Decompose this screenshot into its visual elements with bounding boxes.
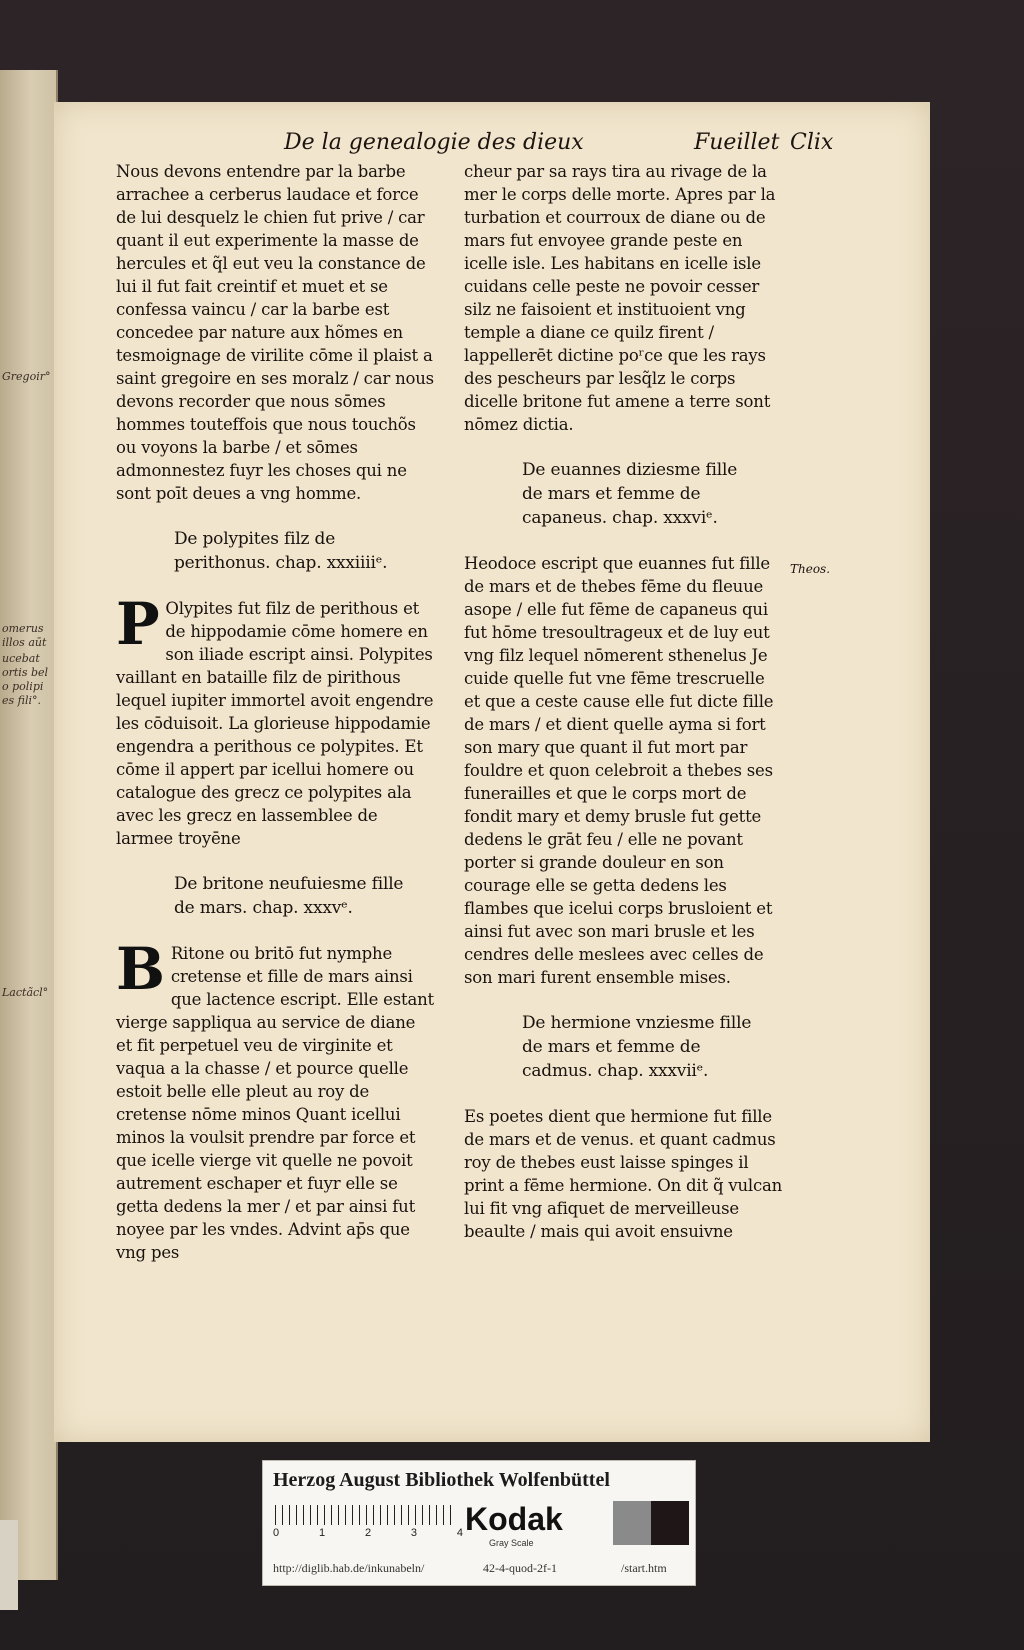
ruler-number: 1 — [318, 1527, 326, 1539]
shelfmark: 42-4-quod-2f-1 — [483, 1561, 557, 1575]
paragraph — [116, 590, 436, 850]
margin-note: Lactãcl° — [2, 986, 49, 999]
margin-note: es fili°. — [2, 694, 42, 707]
library-color-slip — [262, 1460, 696, 1586]
margin-note: ucebat — [2, 652, 40, 665]
gray-scale-label: Gray Scale — [489, 1538, 534, 1548]
paragraph — [116, 935, 436, 1264]
initial-capital: B — [116, 935, 165, 1003]
chapter-heading: De polypites filz de perithonus. chap. xxxiiiiᵉ. — [174, 529, 388, 573]
adjacent-page-edge — [0, 70, 58, 1580]
paragraph: Nous devons entendre par la barbe arrachee a cerberus laudace et force de lui desquelz le chien fut prive / car quant il eut experimente la masse de hercules et q̃l eut veu la constance de lui il fut fait creintif et muet et se confessa vaincu / car la barbe est concedee par nature aux hõmes en tesmoignage de virilite cōme il plaist a saint gregoire en ses moralz / car nous devons recorder que nous sōmes hommes touteffois que nous touchõs ou voyons la barbe / et sōmes admonnestez fuyr les choses qui ne sont poīt deues a vng homme. — [116, 162, 434, 503]
book-page — [54, 102, 930, 1442]
margin-note: Gregoir° — [2, 370, 51, 383]
margin-note-right: Theos. — [790, 562, 831, 576]
paragraph: Heodoce escript que euannes fut fille de mars et de thebes fēme du fleuue asope / elle fut fēme de capaneus qui fut hōme tresoultrageux et de luy eut vng filz lequel nōmerent sthenelus Je cuide quelle fut vne fēme trescruelle et que a ceste cause elle fut dicte fille de mars / et dient quelle ayma si fort son mary que quant il fut mort par fouldre et quon celebroit a thebes ses funerailles et que le corps mort de fondit mary et demy brusle fut gette dedens le grāt feu / elle ne povant porter si grande douleur en son courage elle se getta dedens les flambes que icelui corps brusloient et ainsi fut avec son mari brusle et les cendres delle meslees avec celles de son mari furent ensemble mises. — [464, 554, 774, 987]
folio-label: Fueillet — [694, 130, 780, 155]
running-title: De la genealogie des dieux — [284, 130, 584, 155]
running-header — [284, 130, 834, 162]
paragraph-text: Olypites fut filz de perithous et de hippodamie cōme homere en son iliade escript ainsi. Polypites vaillant en bataille filz de pirithous lequel iupiter immortel avoit engendre les cōduisoit. La glorieuse hippodamie engendra a perithous ce polypites. Et cōme il appert par icellui homere ou catalogue des grecz ce polypites ala avec les grecz en lassemblee de larmee troyēne — [116, 599, 434, 848]
margin-note: omerus — [2, 622, 44, 635]
chapter-heading: De euannes diziesme fille de mars et femme de capaneus. chap. xxxviᵉ. — [522, 460, 738, 528]
scale-ruler — [275, 1505, 455, 1525]
margin-note: o polipi — [2, 680, 44, 693]
chapter-heading: De hermione vnziesme fille de mars et femme de cadmus. chap. xxxviiᵉ. — [522, 1013, 752, 1081]
ruler-numbers — [273, 1527, 463, 1539]
paragraph: cheur par sa rays tira au rivage de la mer le corps delle morte. Apres par la turbation et courroux de diane ou de mars fut envoyee grande peste en icelle isle. Les habitans en icelle isle cuidans celle peste ne povoir cesser silz ne faisoient et instituoient vng temple a diane ce quilz firent / lappellerēt dictine poʳce que les rays des pescheurs par lesq̃lz le corps dicelle britone fut amene a terre sont nōmez dictia. — [464, 162, 776, 434]
ruler-number: 2 — [364, 1527, 372, 1539]
margin-note: ortis bel — [2, 666, 49, 679]
ruler-number: 4 — [456, 1527, 463, 1539]
ruler-number: 3 — [410, 1527, 418, 1539]
paragraph: Es poetes dient que hermione fut fille de mars et de venus. et quant cadmus roy de thebes eust laisse spinges il print a fēme hermione. On dit q̃ vulcan lui fit vng afiquet de merveilleuse beaulte / mais qui avoit ensuivne — [464, 1107, 783, 1241]
chapter-heading: De britone neufuiesme fille de mars. chap. xxxvᵉ. — [174, 874, 404, 918]
slip-url: http://diglib.hab.de/inkunabeln/ — [273, 1561, 425, 1575]
book-spine-label — [0, 1520, 18, 1610]
library-name: Herzog August Bibliothek Wolfenbüttel — [273, 1469, 610, 1491]
text-column-left — [116, 160, 436, 1280]
black-swatch — [651, 1501, 689, 1545]
gray-swatch — [613, 1501, 651, 1545]
kodak-logo: Kodak — [465, 1501, 563, 1537]
initial-capital: P — [116, 590, 160, 658]
text-column-right — [464, 160, 784, 1259]
ruler-number: 0 — [273, 1527, 280, 1539]
paragraph-text: Ritone ou britō fut nymphe cretense et fille de mars ainsi que lactence escript. Elle estant vierge sappliqua au service de diane et fit perpetuel veu de virginite et vaqua a la chasse / et pource quelle estoit belle elle pleut au roy de cretense nōme minos Quant icellui minos la voulsit prendre par force et que icelle vierge vit quelle ne povoit autrement eschaper et fuyr elle se getta dedens la mer / et par ainsi fut noyee par les vndes. Advint ap̄s que vng pes — [116, 944, 434, 1262]
margin-note: illos aūt — [2, 636, 47, 649]
folio-number: Clix — [790, 130, 834, 155]
start-link: /start.htm — [621, 1561, 667, 1575]
